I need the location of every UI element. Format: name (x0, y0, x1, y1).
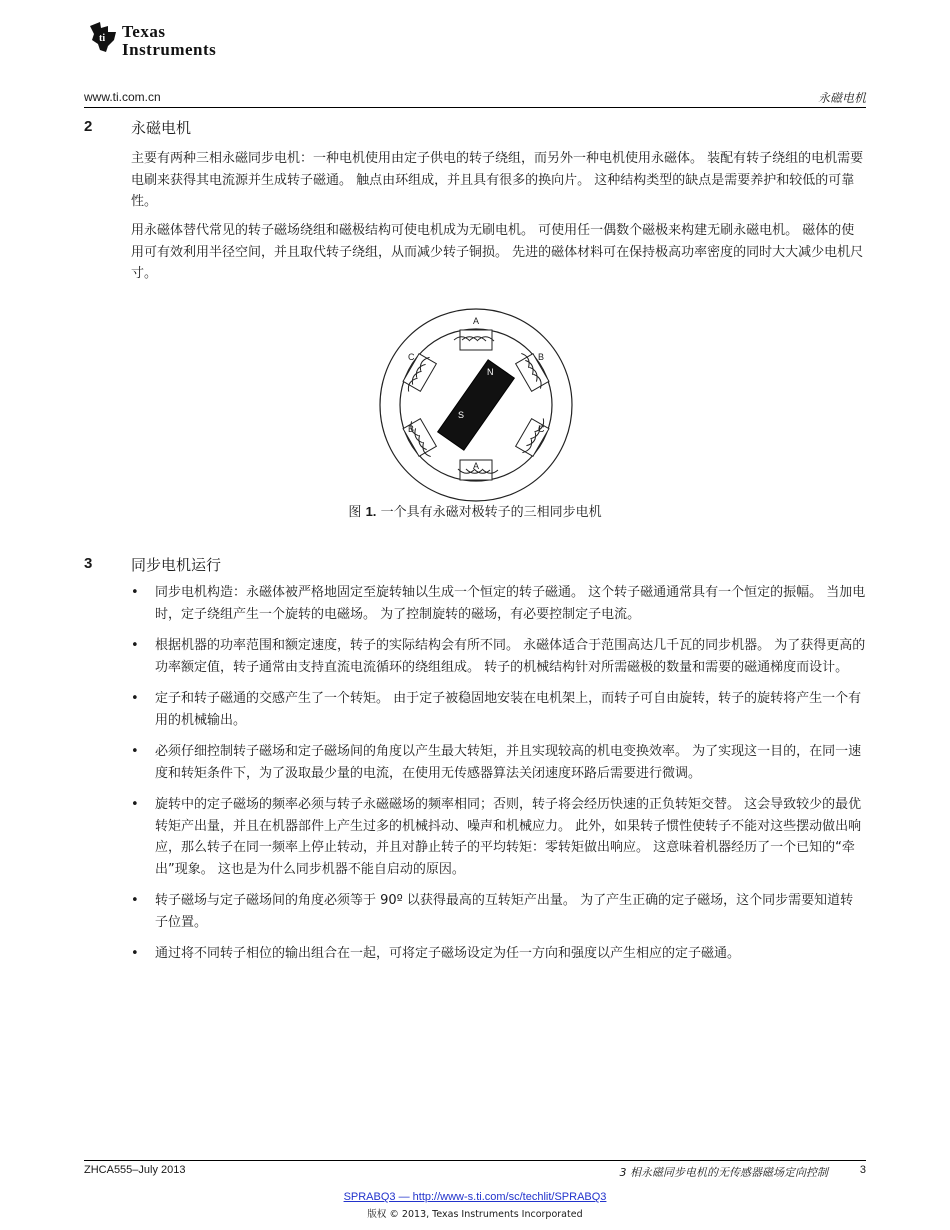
header-section-label: 永磁电机 (817, 91, 866, 105)
motor-diagram (376, 305, 576, 505)
list-item: • 同步电机构造：永磁体被严格地固定至旋转轴以生成一个恒定的转子磁通。 这个转子磁通通常具有一个恒定的振幅。 当加电时，定子绕组产生一个旋转的电磁场。 为了控制旋转的磁场，有必要控制定子电流。 (131, 582, 866, 625)
section-3-bullet-list (131, 582, 866, 975)
label-a-top: A (473, 316, 480, 326)
label-b-lower: B (408, 424, 415, 434)
section-3-title: 同步电机运行 (131, 556, 222, 574)
label-b-upper: B (538, 352, 545, 362)
header-rule (84, 107, 866, 108)
list-item: • 旋转中的定子磁场的频率必须与转子永磁磁场的频率相同；否则，转子将会经历快速的正负转矩交替。 这会导致较少的最优转矩产出量，并且在机器部件上产生过多的机械抖动、噪声和机械应力。 此外，如果转子惯性使转子不能对这些摆动做出响应，那么转子在同一频率上停止转动，并且对静止转子的平均转矩：零转矩做出响应。 这意味着机器经历了一个已知的“牵出”现象。 这也是为什么同步机器不能自启动的原因。 (131, 794, 866, 880)
footer-link[interactable]: SPRABQ3 — http://www-s.ti.com/sc/techlit/SPRABQ3 (343, 1191, 607, 1203)
footer-rule (84, 1160, 866, 1161)
ti-logo-icon (86, 20, 120, 54)
logo-wordmark: Texas Instruments (122, 22, 217, 59)
list-item: • 根据机器的功率范围和额定速度，转子的实际结构会有所不同。 永磁体适合于范围高达几千瓦的同步机器。 为了获得更高的功率额定值，转子通常由支持直流电流循环的绕组组成。 转子的机械结构针对所需磁极的数量和需要的磁通梯度而设计。 (131, 635, 866, 678)
footer-doc-title: 3 相永磁同步电机的无传感器磁场定向控制 (619, 1166, 828, 1179)
section-2-number: 2 (84, 118, 93, 135)
stator-pole-c-lower (515, 413, 552, 458)
footer-doc-id: ZHCA555–July 2013 (84, 1164, 186, 1176)
label-c-lower: C (538, 424, 545, 434)
label-north: N (487, 367, 494, 377)
label-a-bottom: A (473, 461, 480, 471)
list-item: • 定子和转子磁通的交感产生了一个转矩。 由于定子被稳固地安装在电机架上，而转子可自由旋转，转子的旋转将产生一个有用的机械输出。 (131, 688, 866, 731)
list-item: • 转子磁场与定子磁场间的角度必须等于 90º 以获得最高的互转矩产出量。 为了产生正确的定子磁场，这个同步需要知道转子位置。 (131, 890, 866, 933)
section-2-paragraph: 用永磁体替代常见的转子磁场绕组和磁极结构可使电机成为无刷电机。 可使用任一偶数个磁极来构建无刷永磁电机。 磁体的使用可有效利用半径空间，并且取代转子绕组，从而减少转子铜损。 先进的磁体材料可在保持极高功率密度的同时大大减少电机尺寸。 (131, 223, 864, 281)
section-3-number: 3 (84, 555, 93, 572)
stator-pole-c-upper (400, 352, 437, 397)
label-c-upper: C (408, 352, 415, 362)
ti-logo (86, 20, 236, 60)
footer-page-number: 3 (859, 1164, 866, 1176)
label-south: S (458, 410, 465, 420)
footer-copyright: 版权 © 2013, Texas Instruments Incorporated (367, 1209, 583, 1220)
rotor-magnet (438, 360, 515, 450)
header-site: www.ti.com.cn (84, 90, 161, 104)
figure-caption: 图 1. 一个具有永磁对极转子的三相同步电机 (348, 504, 602, 520)
section-2-title: 永磁电机 (131, 119, 192, 137)
list-item: • 必须仔细控制转子磁场和定子磁场间的角度以产生最大转矩，并且实现较高的机电变换效率。 为了实现这一目的，在同一速度和转矩条件下，为了汲取最少量的电流，在使用无传感器算法关闭速度环路后需要进行微调。 (131, 741, 866, 784)
stator-pole-a-top (454, 330, 494, 350)
section-2-paragraph: 主要有两种三相永磁同步电机：一种电机使用由定子供电的转子绕组，而另外一种电机使用永磁体。 装配有转子绕组的电机需要电刷来获得其电流源并生成转子磁通。 触点由环组成，并且具有很多的换向片。 这种结构类型的缺点是需要养护和较低的可靠性。 (131, 151, 864, 209)
list-item: • 通过将不同转子相位的输出组合在一起，可将定子磁场设定为任一方向和强度以产生相应的定子磁通。 (131, 943, 866, 965)
svg-text:ti: ti (99, 33, 106, 44)
